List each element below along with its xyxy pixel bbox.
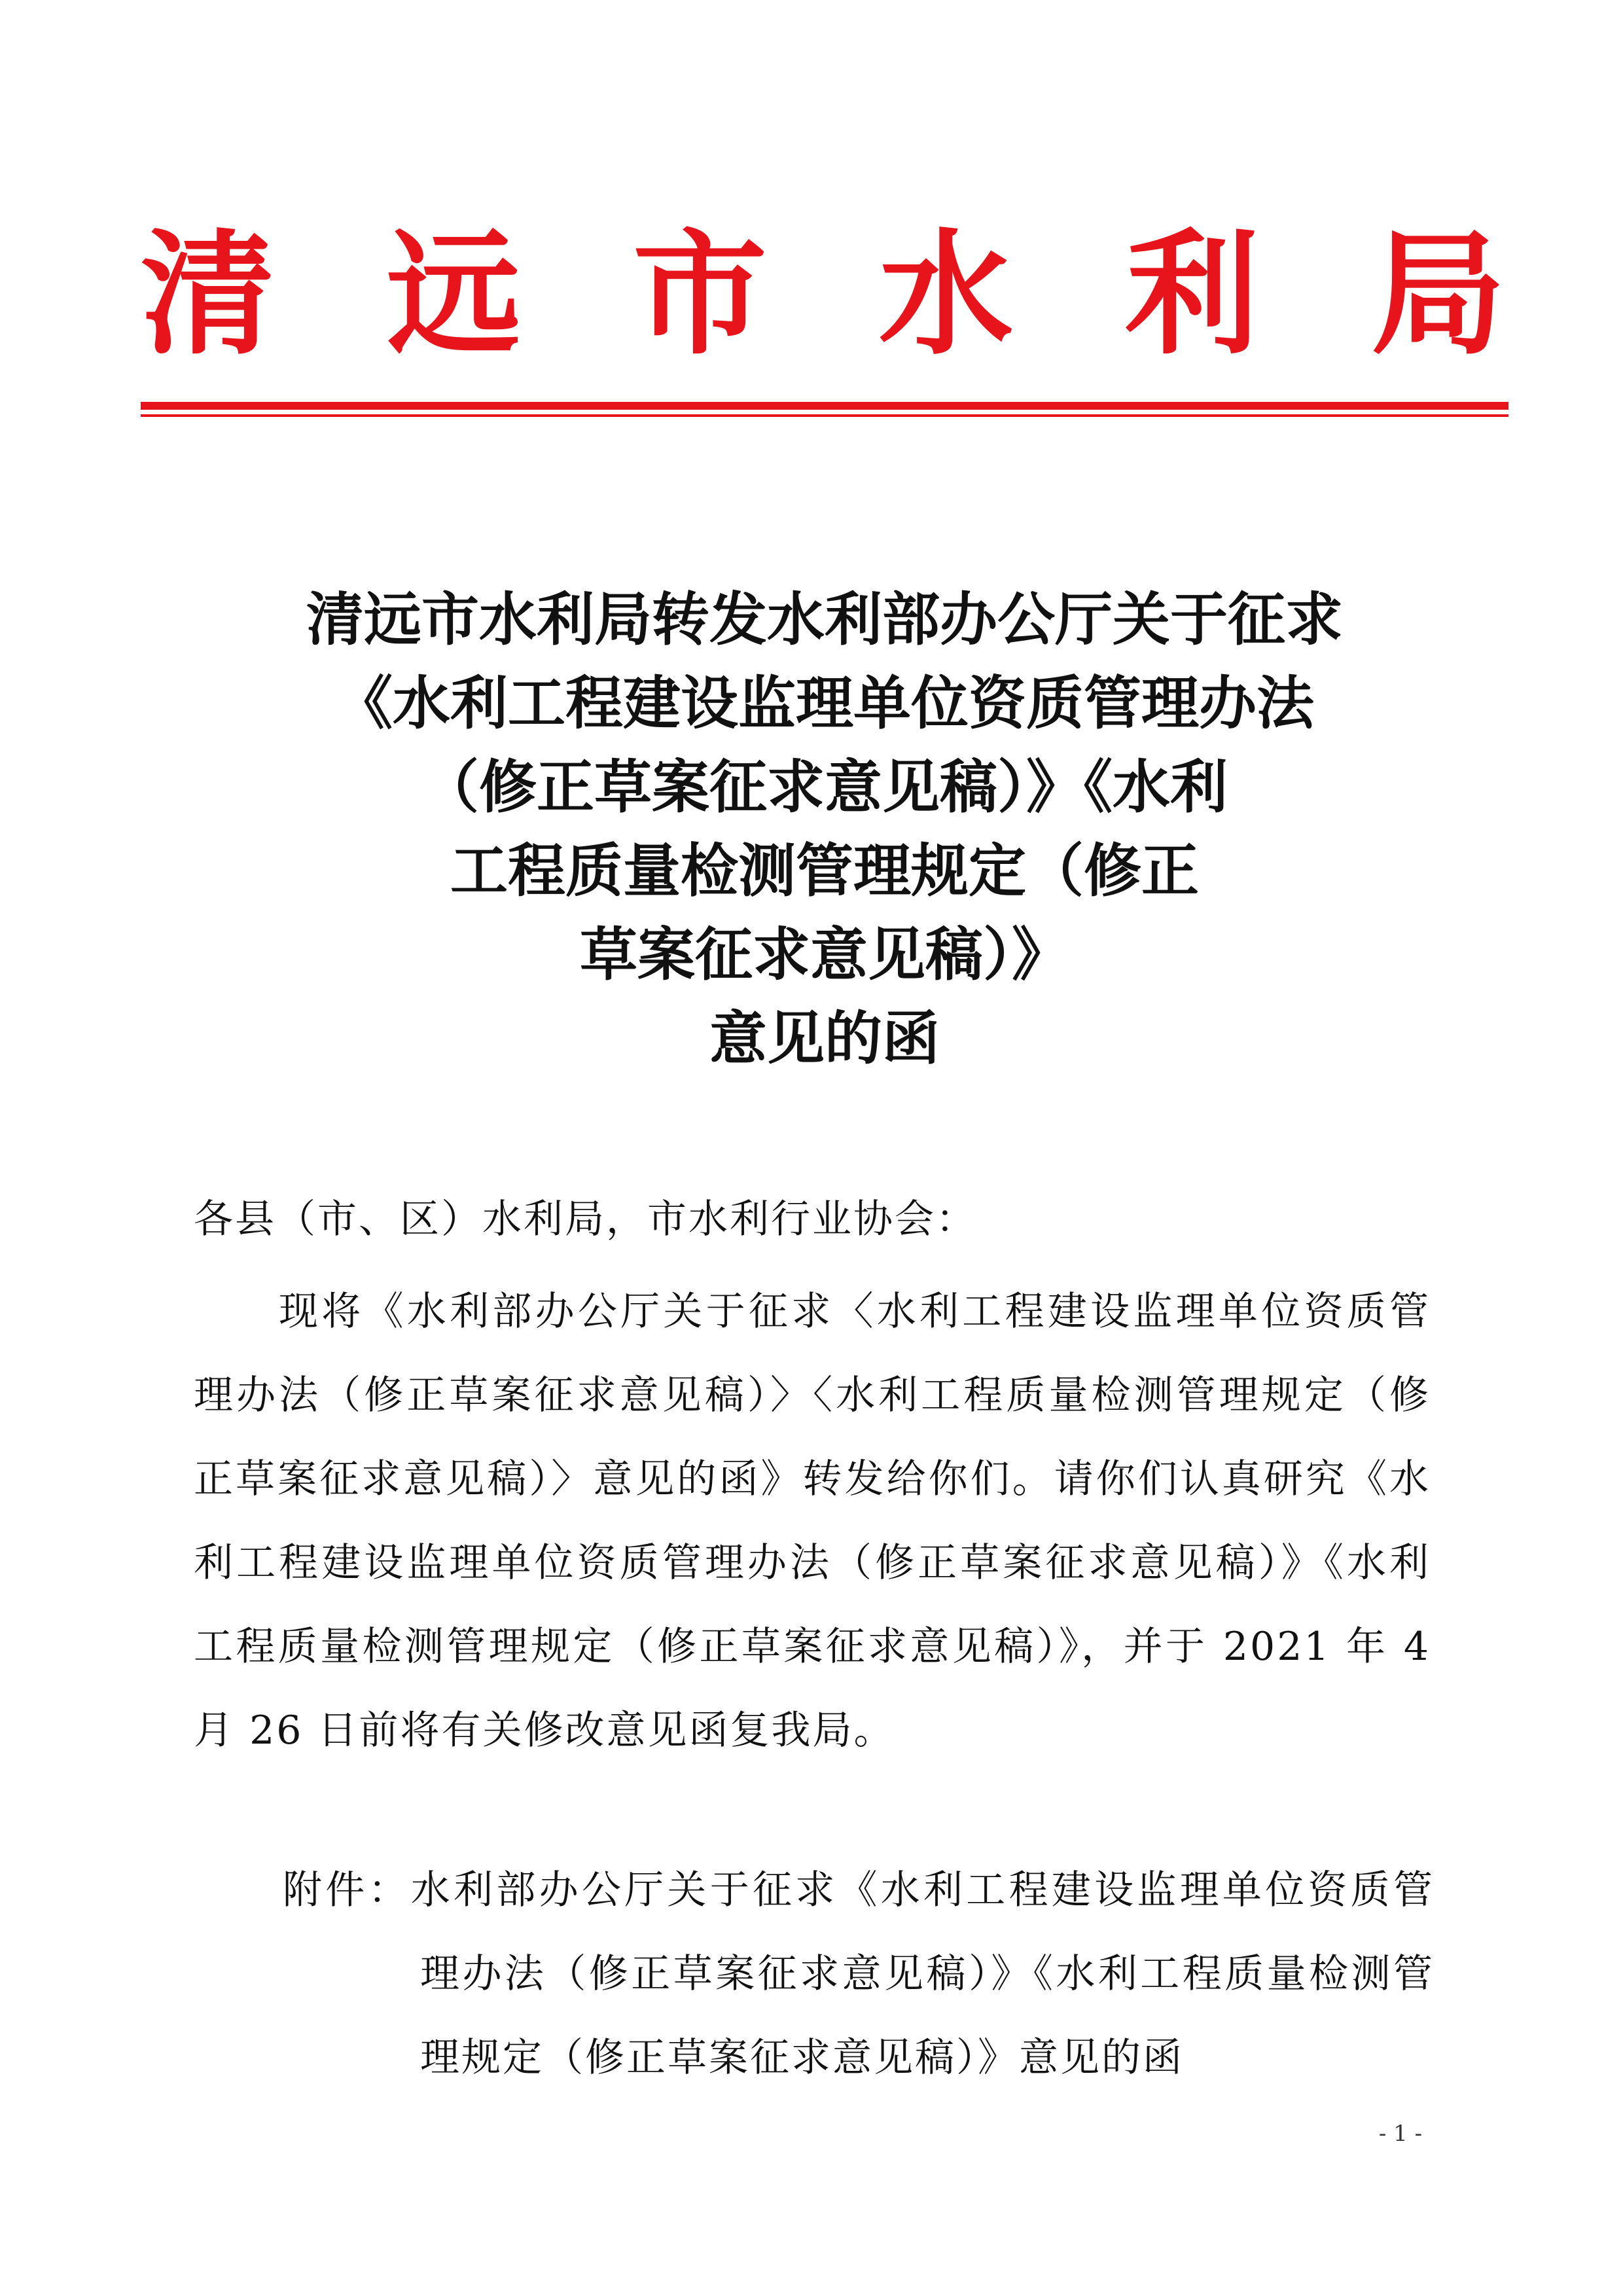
title-line: 清远市水利局转发水利部办公厅关于征求 (306, 585, 1343, 653)
title-line: 《水利工程建设监理单位资质管理办法 (334, 669, 1314, 737)
title-line: 意见的函 (709, 1004, 940, 1072)
attachment-note: 附件：水利部办公厅关于征求《水利工程建设监理单位资质管理办法（修正草案征求意见稿）》《水利工程质量检测管理规定（修正草案征求意见稿）》意见的函 (283, 1867, 1435, 2081)
red-divider-thick (141, 402, 1508, 410)
title-line: （修正草案征求意见稿）》《水利 (421, 753, 1228, 821)
red-divider-thin (141, 414, 1508, 417)
page-number: - 1 - (1378, 2121, 1423, 2147)
title-line: 工程质量检测管理规定（修正 (450, 836, 1199, 905)
salutation: 各县（市、区）水利局，市水利行业协会： (194, 1196, 977, 1242)
masthead-red-header (141, 216, 1505, 373)
masthead-char: 局 (1371, 216, 1505, 373)
masthead-char: 水 (879, 216, 1013, 373)
masthead-char: 远 (387, 216, 521, 373)
document-title (141, 577, 1508, 1080)
masthead-char: 利 (1125, 216, 1259, 373)
masthead-char: 市 (633, 216, 767, 373)
masthead-char: 清 (141, 216, 275, 373)
title-line: 草案征求意见稿）》 (579, 920, 1069, 988)
body-paragraph: 现将《水利部办公厅关于征求〈水利工程建设监理单位资质管理办法（修正草案征求意见稿）〉〈水利工程质量检测管理规定（修正草案征求意见稿）〉意见的函》转发给你们。请你们认真研究《水利工程建设监理单位资质管理办法（修正草案征求意见稿）》《水利工程质量检测管理规定（修正草案征求意见稿）》，并于 2021 年 4 月 26 日前将有关修改意见函复我局。 (194, 1289, 1431, 1753)
